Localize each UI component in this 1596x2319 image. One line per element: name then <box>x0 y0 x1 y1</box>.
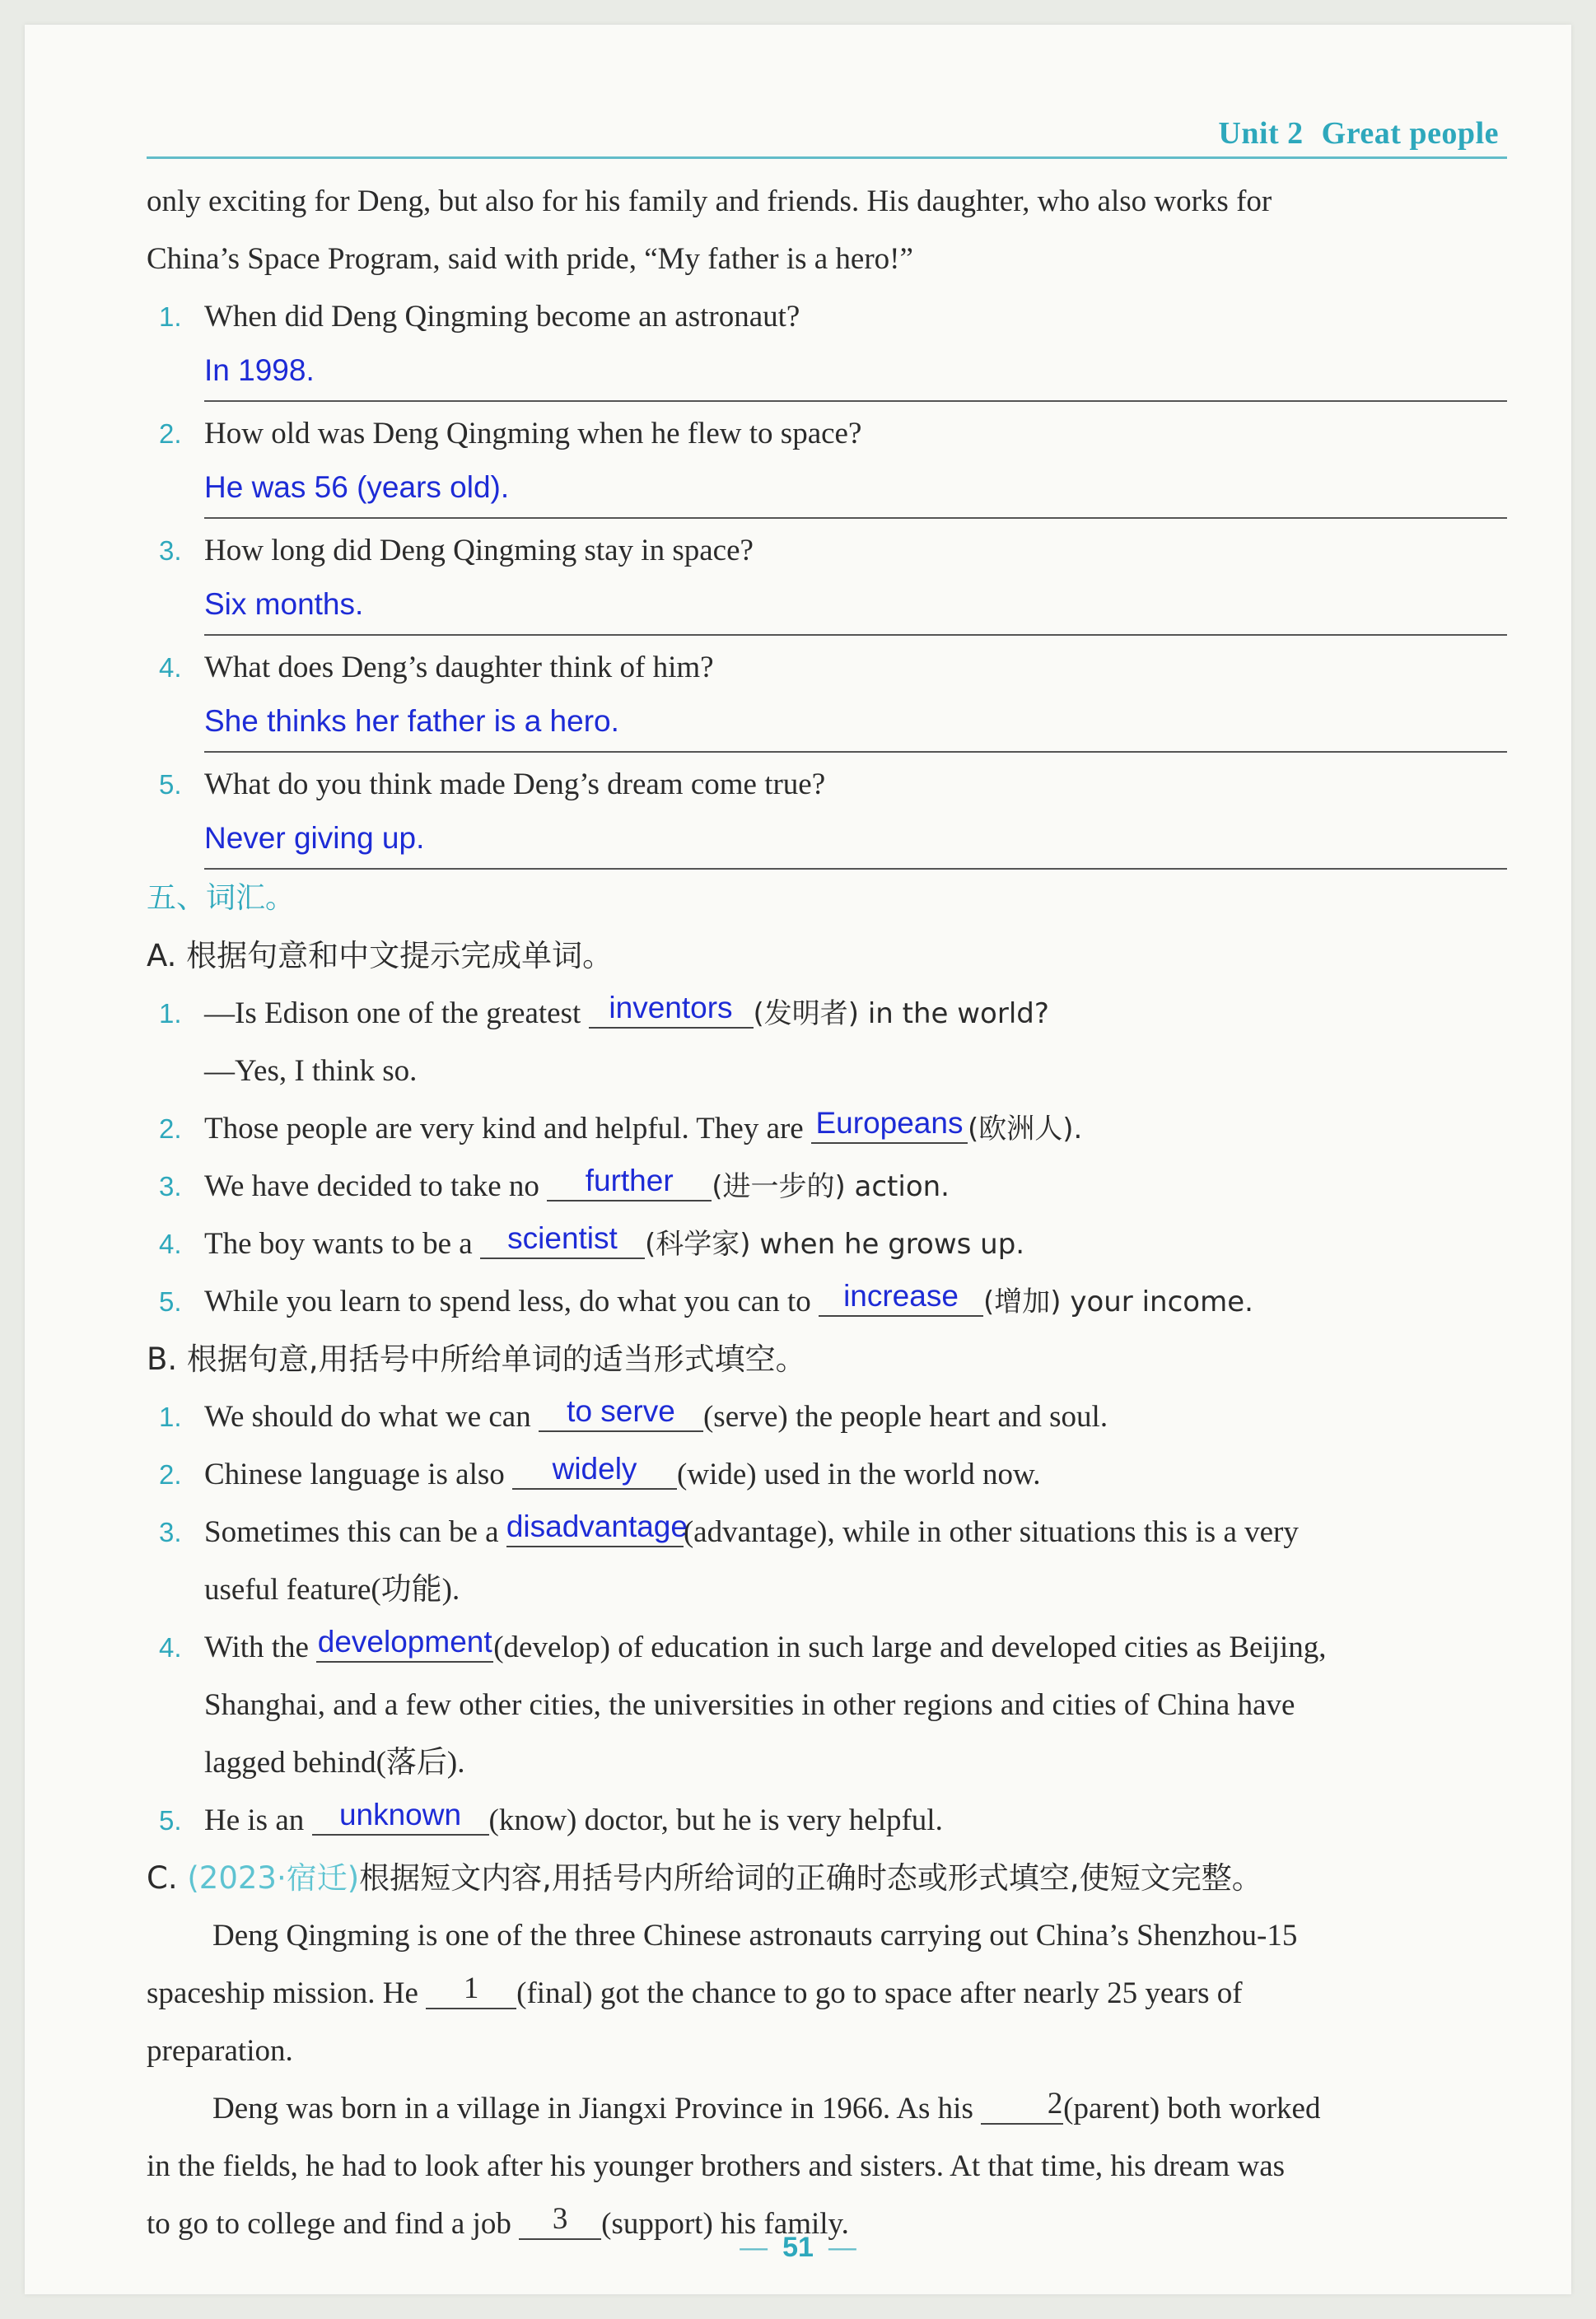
footer-dash: — <box>740 2232 768 2263</box>
item-number: 4. <box>159 1632 182 1663</box>
passage-text: (support) his family. <box>601 2207 849 2241</box>
item-text-pre: We should do what we can <box>204 1400 539 1434</box>
item-text-pre: We have decided to take no <box>204 1169 548 1203</box>
item-text-pre: He is an <box>204 1803 312 1837</box>
item-text-post: (发明者) in the world? <box>753 997 1049 1030</box>
question-text: When did Deng Qingming become an astronaut? <box>204 300 800 334</box>
item-text-pre: While you learn to spend less, do what you can to <box>204 1285 819 1318</box>
exercise-item-line <box>204 1561 1507 1619</box>
part-b-title: B. 根据句意,用括号中所给单词的适当形式填空。 <box>147 1341 806 1377</box>
unit-heading <box>1200 115 1499 152</box>
item-number: 1. <box>159 998 182 1029</box>
passage-line: Deng Qingming is one of the three Chinese astronauts carrying out China’s Shenzhou-15 <box>212 1919 1298 1953</box>
answer-text: In 1998. <box>204 353 315 387</box>
page-header <box>147 115 1507 159</box>
exercise-item <box>159 1792 1507 1850</box>
source-tag: (2023·宿迁) <box>187 1860 360 1896</box>
part-c-title <box>147 1850 1507 1907</box>
passage-line: China’s Space Program, said with pride, “My father is a hero!” <box>147 242 913 276</box>
fill-blank[interactable]: development <box>316 1623 493 1663</box>
question-text: How old was Deng Qingming when he flew to space? <box>204 417 862 450</box>
page-number: 51 <box>782 2232 814 2263</box>
passage-line: in the fields, he had to look after his younger brothers and sisters. At that time, his dream was <box>147 2149 1286 2183</box>
fill-blank[interactable]: to serve <box>539 1393 703 1432</box>
exercise-item-line <box>204 1043 1507 1100</box>
item-text-pre: —Is Edison one of the greatest <box>204 996 589 1030</box>
part-a-title: A. 根据句意和中文提示完成单词。 <box>147 938 614 973</box>
fill-blank[interactable]: unknown <box>312 1796 489 1836</box>
item-number: 3. <box>159 1171 182 1201</box>
question-number: 3. <box>159 535 182 566</box>
item-text-post: (科学家) when he grows up. <box>644 1228 1025 1261</box>
item-text-pre: Chinese language is also <box>204 1458 513 1491</box>
exercise-item <box>159 1388 1507 1446</box>
fill-blank[interactable]: increase <box>819 1277 983 1317</box>
question-number: 4. <box>159 652 182 683</box>
answer-line[interactable] <box>204 346 1507 402</box>
exercise-item <box>159 1446 1507 1504</box>
item-text-post: (进一步的) action. <box>712 1170 950 1203</box>
item-text-pre: With the <box>204 1631 317 1664</box>
answer-line[interactable] <box>204 580 1507 636</box>
exercise-item <box>159 1100 1507 1158</box>
passage-line <box>147 1965 1507 2023</box>
passage-line: preparation. <box>147 2034 293 2068</box>
item-text-pre: Those people are very kind and helpful. They are <box>204 1112 811 1146</box>
question-text: How long did Deng Qingming stay in space? <box>204 534 754 567</box>
question-number: 1. <box>159 301 182 332</box>
worksheet-page <box>25 25 1571 2294</box>
numbered-blank[interactable]: 2 <box>981 2085 1063 2125</box>
item-text: useful feature(功能). <box>204 1573 460 1607</box>
item-text: —Yes, I think so. <box>204 1054 418 1088</box>
item-text-post: (欧洲人). <box>967 1113 1083 1146</box>
unit-topic: Great people <box>1321 116 1499 151</box>
exercise-item <box>159 1215 1507 1273</box>
fill-blank[interactable]: widely <box>512 1450 677 1490</box>
exercise-item <box>159 1158 1507 1215</box>
item-text-post: (know) doctor, but he is very helpful. <box>488 1803 943 1837</box>
passage-text: to go to college and find a job <box>147 2207 520 2241</box>
item-text-post: (serve) the people heart and soul. <box>702 1400 1108 1434</box>
section-title: 五、词汇。 <box>147 881 296 915</box>
item-number: 2. <box>159 1459 182 1490</box>
fill-blank[interactable]: Europeans <box>811 1104 968 1144</box>
passage-text: spaceship mission. He <box>147 1976 427 2010</box>
fill-blank[interactable]: inventors <box>589 989 754 1029</box>
part-c-instruction: 根据短文内容,用括号内所给词的正确时态或形式填空,使短文完整。 <box>359 1860 1262 1896</box>
numbered-blank[interactable]: 3 <box>519 2200 601 2240</box>
item-text-post: (wide) used in the world now. <box>677 1458 1041 1491</box>
item-text-post: (advantage), while in other situations this is a very <box>683 1515 1299 1549</box>
answer-line[interactable] <box>204 463 1507 519</box>
item-text-post: (develop) of education in such large and developed cities as Beijing, <box>493 1631 1327 1664</box>
answer-text: She thinks her father is a hero. <box>204 704 619 738</box>
question-text: What do you think made Deng’s dream come true? <box>204 768 826 801</box>
exercise-item <box>159 1619 1507 1677</box>
item-number: 5. <box>159 1805 182 1836</box>
question-text: What does Deng’s daughter think of him? <box>204 651 714 684</box>
passage-text: Deng was born in a village in Jiangxi Province in 1966. As his <box>212 2092 982 2125</box>
item-text-post: (增加) your income. <box>983 1285 1253 1318</box>
footer-dash: — <box>828 2232 856 2263</box>
fill-blank[interactable]: further <box>547 1162 712 1201</box>
answer-text: He was 56 (years old). <box>204 470 510 504</box>
question-number: 5. <box>159 769 182 800</box>
question-number: 2. <box>159 418 182 449</box>
fill-blank[interactable]: disadvantage <box>506 1508 684 1547</box>
answer-text: Six months. <box>204 587 364 621</box>
passage-text: (parent) both worked <box>1063 2092 1321 2125</box>
answer-text: Never giving up. <box>204 821 425 855</box>
question-item <box>159 639 1507 697</box>
item-text-pre: Sometimes this can be a <box>204 1515 506 1549</box>
item-number: 5. <box>159 1286 182 1317</box>
part-c-label: C. <box>147 1860 178 1896</box>
passage-line: only exciting for Deng, but also for his family and friends. His daughter, who also works for <box>147 184 1272 218</box>
item-text: lagged behind(落后). <box>204 1746 465 1780</box>
question-item <box>159 405 1507 463</box>
question-item <box>159 288 1507 346</box>
exercise-item-line <box>204 1734 1507 1792</box>
page-content <box>147 173 1507 2253</box>
answer-line[interactable] <box>204 814 1507 870</box>
answer-line[interactable] <box>204 697 1507 753</box>
item-number: 1. <box>159 1402 182 1432</box>
numbered-blank[interactable]: 1 <box>426 1970 516 2009</box>
question-item <box>159 522 1507 580</box>
question-item <box>159 756 1507 814</box>
item-number: 2. <box>159 1113 182 1144</box>
exercise-item <box>159 1273 1507 1331</box>
item-text-pre: The boy wants to be a <box>204 1227 480 1261</box>
page-footer <box>25 2232 1571 2264</box>
item-number: 4. <box>159 1229 182 1259</box>
item-text: Shanghai, and a few other cities, the universities in other regions and cities of China have <box>204 1688 1295 1722</box>
exercise-item-line <box>204 1677 1507 1734</box>
item-number: 3. <box>159 1517 182 1547</box>
passage-line <box>147 2080 1507 2138</box>
exercise-item <box>159 985 1507 1043</box>
reading-questions <box>147 288 1507 870</box>
exercise-item <box>159 1504 1507 1561</box>
unit-label: Unit 2 <box>1218 116 1304 151</box>
fill-blank[interactable]: scientist <box>480 1220 645 1259</box>
passage-text: (final) got the chance to go to space after nearly 25 years of <box>516 1976 1243 2010</box>
